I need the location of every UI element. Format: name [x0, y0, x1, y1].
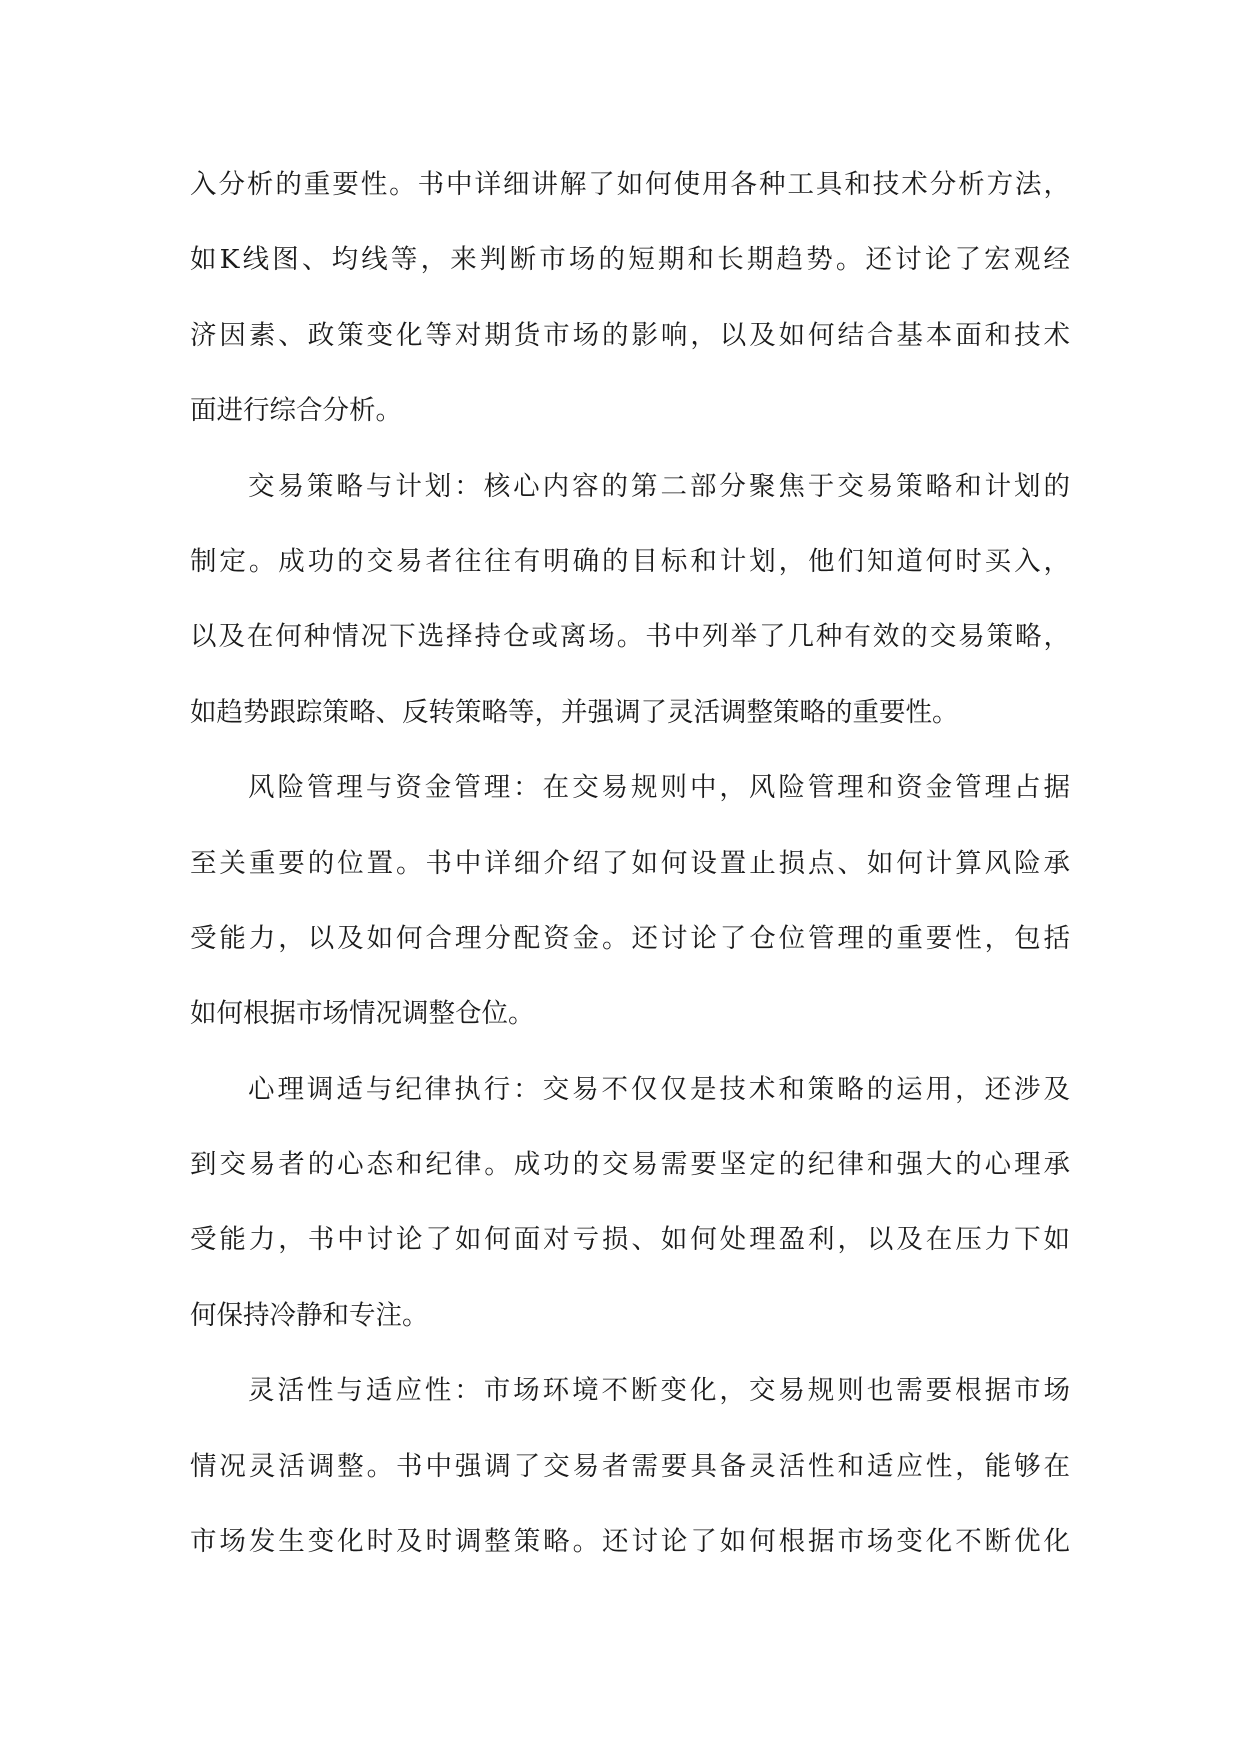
paragraph-heading-line: 风险管理与资金管理：在交易规则中，风险管理和资金管理占据: [248, 772, 1070, 804]
text-line: 何保持冷静和专注。: [190, 1299, 429, 1331]
text-line: 如K线图、均线等，来判断市场的短期和长期趋势。还讨论了宏观经: [190, 244, 1070, 276]
text-line: 以及在何种情况下选择持仓或离场。书中列举了几种有效的交易策略，: [190, 621, 1070, 653]
text-line: 如趋势跟踪策略、反转策略等，并强调了灵活调整策略的重要性。: [190, 696, 959, 728]
text-line: 到交易者的心态和纪律。成功的交易需要坚定的纪律和强大的心理承: [190, 1149, 1070, 1181]
paragraph-heading-line: 灵活性与适应性：市场环境不断变化，交易规则也需要根据市场: [248, 1375, 1070, 1407]
text-line: 济因素、政策变化等对期货市场的影响，以及如何结合基本面和技术: [190, 319, 1070, 351]
text-line: 受能力，书中讨论了如何面对亏损、如何处理盈利，以及在压力下如: [190, 1224, 1070, 1256]
text-line: 制定。成功的交易者往往有明确的目标和计划，他们知道何时买入，: [190, 545, 1070, 577]
body-text: [190, 147, 1070, 1579]
text-line: 市场发生变化时及时调整策略。还讨论了如何根据市场变化不断优化: [190, 1526, 1070, 1558]
paragraph-heading-line: 心理调适与纪律执行：交易不仅仅是技术和策略的运用，还涉及: [248, 1073, 1070, 1105]
text-line: 面进行综合分析。: [190, 395, 402, 427]
text-line: 受能力，以及如何合理分配资金。还讨论了仓位管理的重要性，包括: [190, 922, 1070, 954]
text-line: 情况灵活调整。书中强调了交易者需要具备灵活性和适应性，能够在: [190, 1450, 1070, 1482]
text-line: 入分析的重要性。书中详细讲解了如何使用各种工具和技术分析方法，: [190, 169, 1070, 200]
text-line: 至关重要的位置。书中详细介绍了如何设置止损点、如何计算风险承: [190, 847, 1070, 879]
paragraph-heading-line: 交易策略与计划：核心内容的第二部分聚焦于交易策略和计划的: [248, 470, 1070, 502]
text-line: 如何根据市场情况调整仓位。: [190, 998, 535, 1030]
